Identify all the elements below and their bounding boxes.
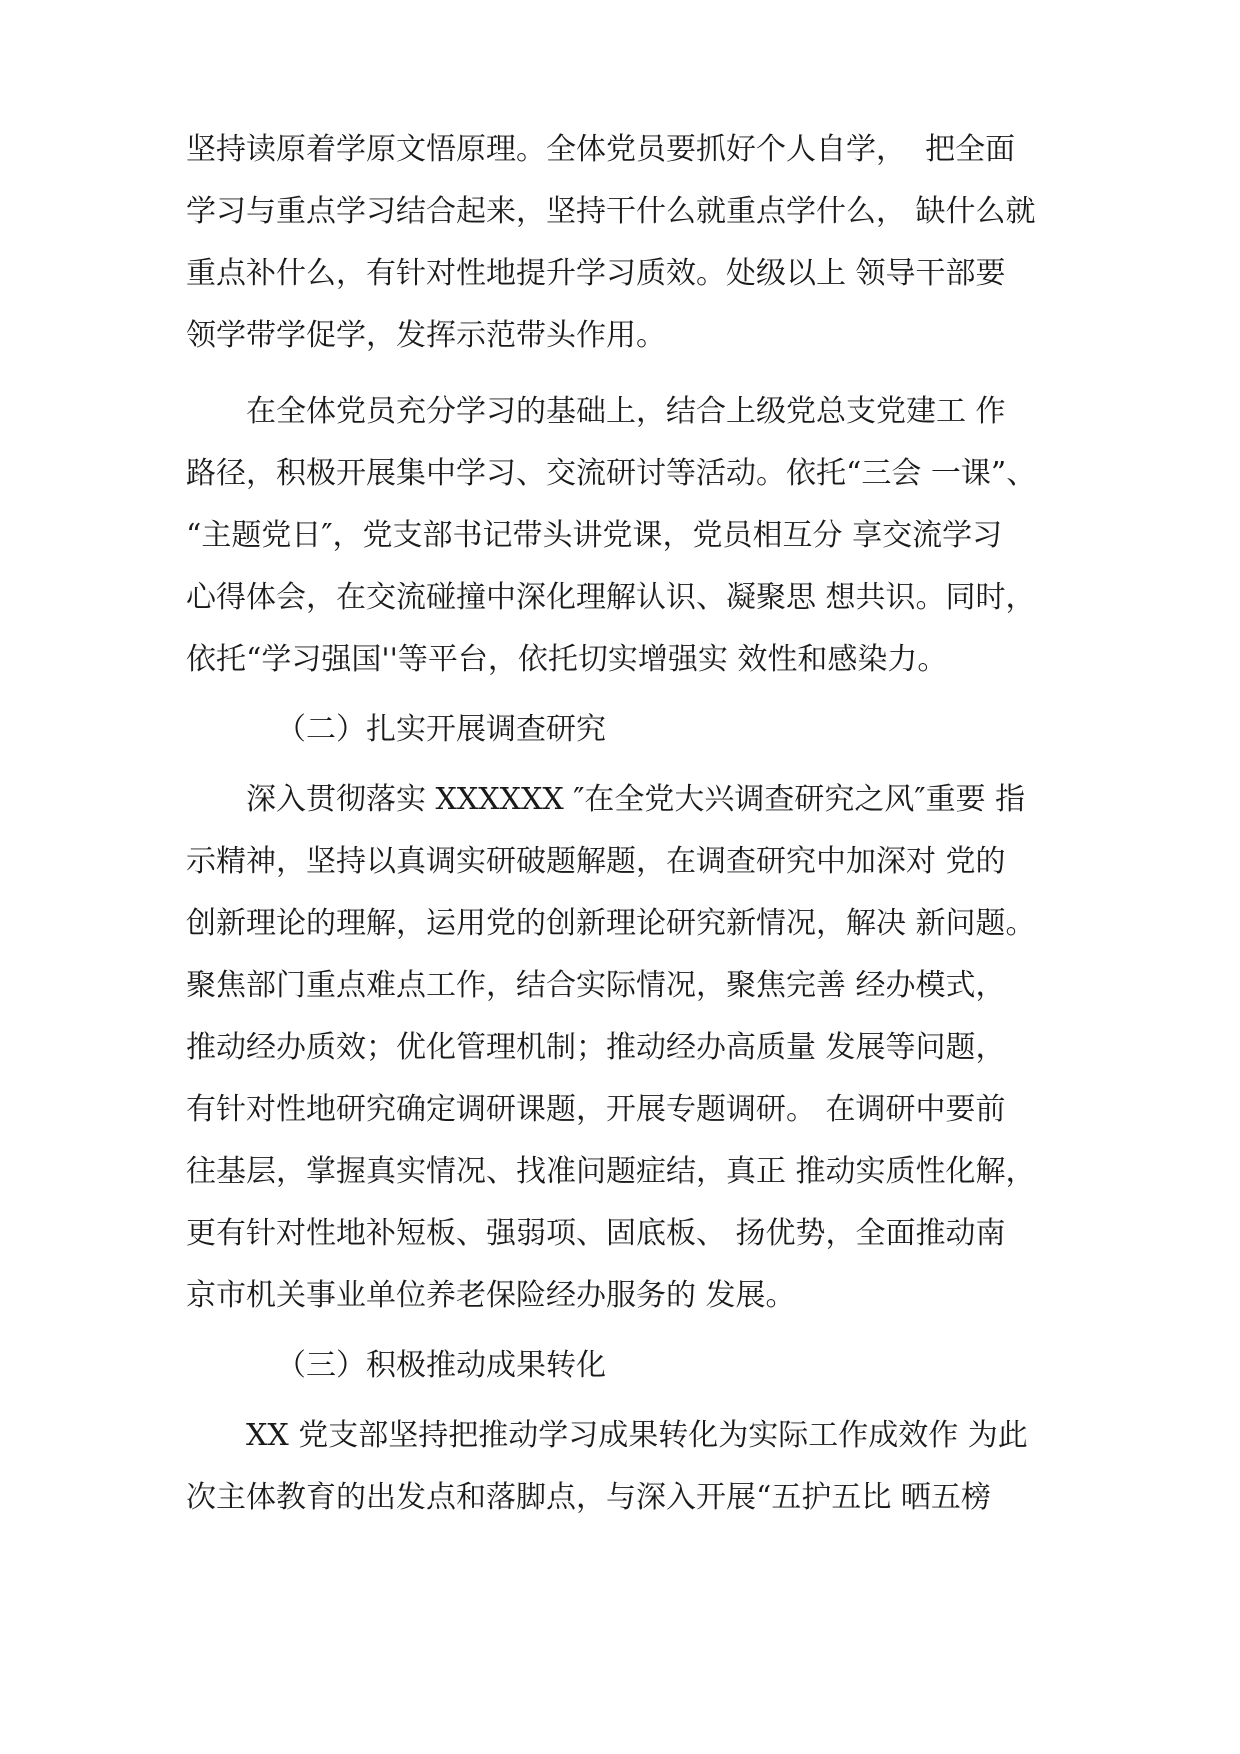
- text-line: 重点补什么，有针对性地提升学习质效。处级以上 领导干部要: [186, 256, 1006, 291]
- text-line: 京市机关事业单位养老保险经办服务的 发展。: [186, 1278, 796, 1313]
- section-heading: （二）扎实开展调查研究: [276, 712, 606, 747]
- text-line: 更有针对性地补短板、强弱项、固底板、 扬优势，全面推动南: [186, 1216, 1006, 1251]
- text-line: 学习与重点学习结合起来，坚持干什么就重点学什么， 缺什么就: [186, 194, 1036, 229]
- text-line: 往基层，掌握真实情况、找准问题症结，真正 推动实质性化解，: [186, 1154, 1036, 1189]
- text-line: 创新理论的理解，运用党的创新理论研究新情况，解决 新问题。: [186, 906, 1036, 941]
- text-line: XX 党支部坚持把推动学习成果转化为实际工作成效作 为此: [246, 1418, 1028, 1453]
- text-line: 推动经办质效；优化管理机制；推动经办高质量 发展等问题，: [186, 1030, 1006, 1065]
- text-line: 依托“学习强国''等平台，依托切实增强实 效性和感染力。: [186, 642, 948, 677]
- section-heading: （三）积极推动成果转化: [276, 1348, 606, 1383]
- text-line: “主题党日″，党支部书记带头讲党课，党员相互分 享交流学习: [186, 518, 1003, 553]
- text-line: 聚焦部门重点难点工作，结合实际情况，聚焦完善 经办模式，: [186, 968, 1006, 1003]
- text-line: 深入贯彻落实 XXXXXX ″在全党大兴调查研究之风″重要 指: [246, 782, 1026, 817]
- text-line: 心得体会，在交流碰撞中深化理解认识、凝聚思 想共识。同时，: [186, 580, 1036, 615]
- text-line: 次主体教育的出发点和落脚点，与深入开展“五护五比 晒五榜: [186, 1480, 991, 1515]
- text-line: 路径，积极开展集中学习、交流研讨等活动。依托“三会 一课”、: [186, 456, 1037, 491]
- text-line: 在全体党员充分学习的基础上，结合上级党总支党建工 作: [246, 394, 1006, 429]
- text-line: 示精神，坚持以真调实研破题解题，在调查研究中加深对 党的: [186, 844, 1006, 879]
- text-line: 坚持读原着学原文悟原理。全体党员要抓好个人自学， 把全面: [186, 132, 1016, 167]
- text-line: 领学带学促学，发挥示范带头作用。: [186, 318, 666, 353]
- text-line: 有针对性地研究确定调研课题，开展专题调研。 在调研中要前: [186, 1092, 1006, 1127]
